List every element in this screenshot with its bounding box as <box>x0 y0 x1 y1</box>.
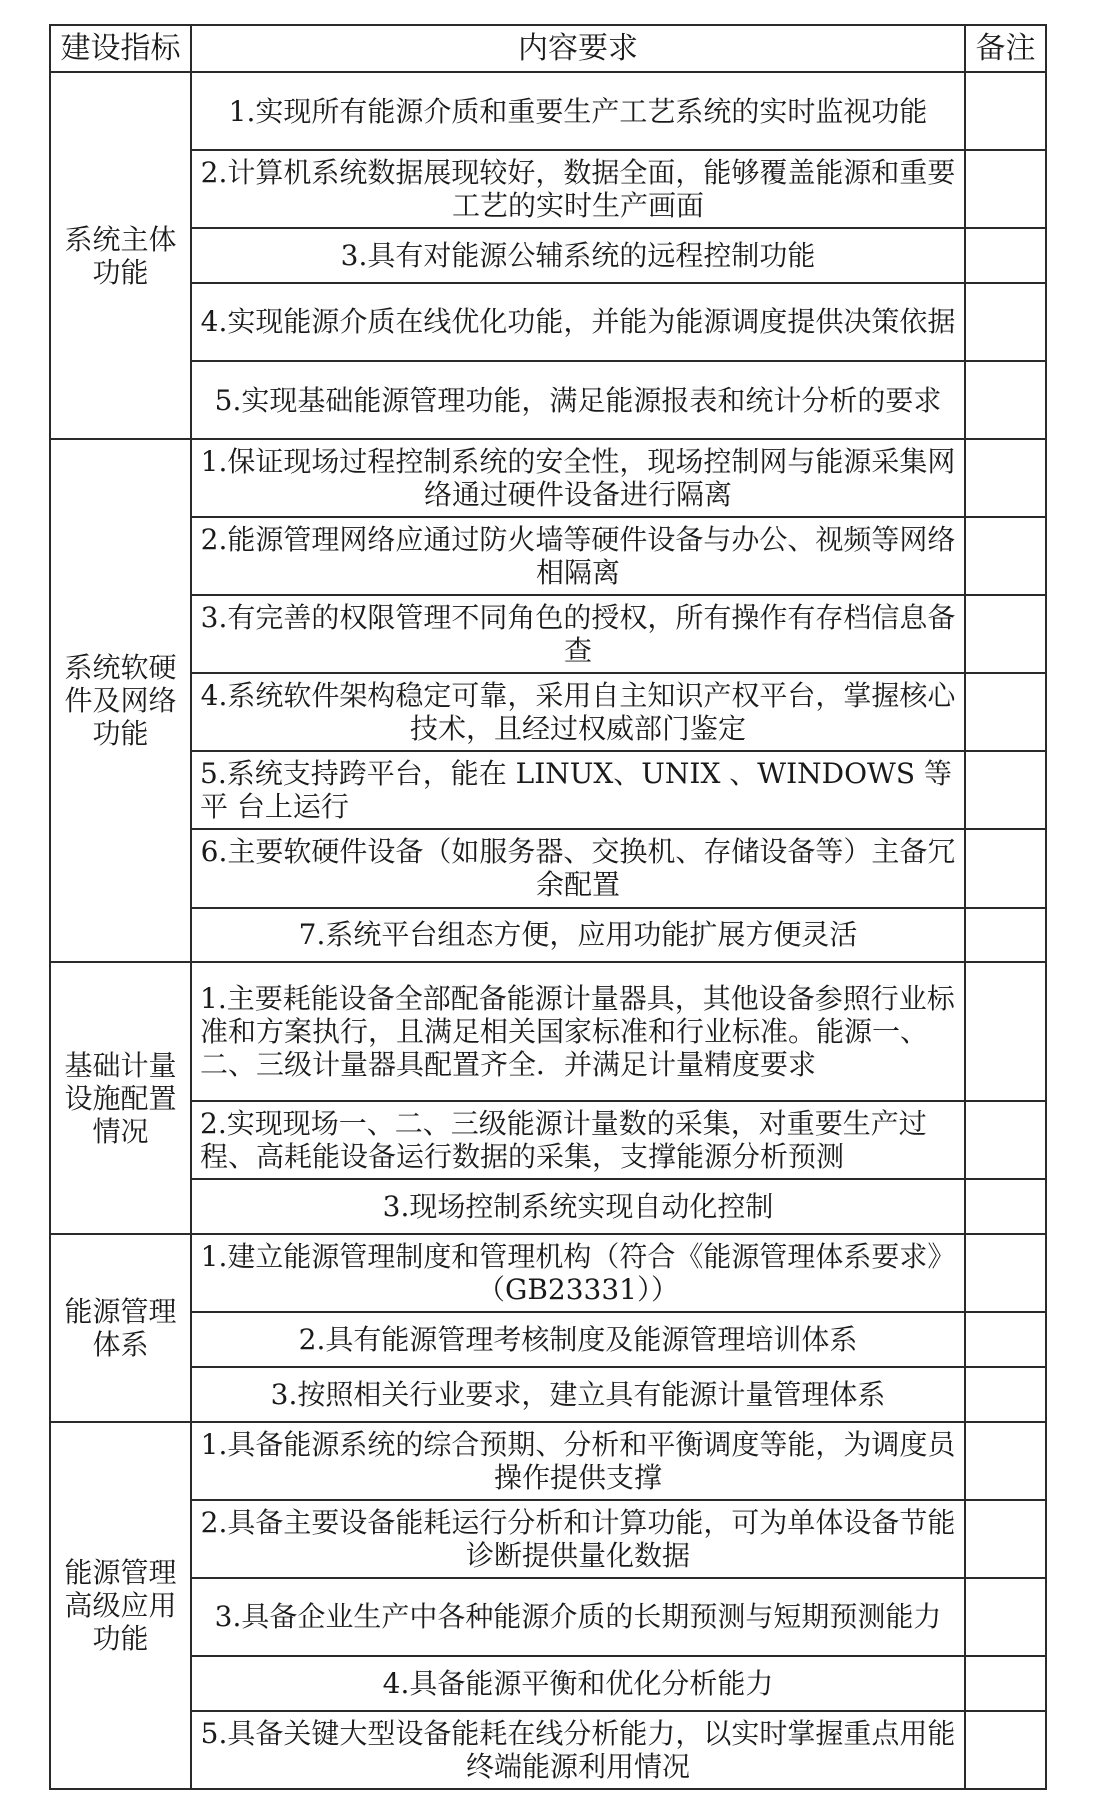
content-cell: 4.实现能源介质在线优化功能，并能为能源调度提供决策依据 <box>191 283 965 361</box>
remark-cell <box>965 1711 1046 1789</box>
remark-cell <box>965 1656 1046 1711</box>
table-row <box>50 1422 1046 1500</box>
table-row <box>50 673 1046 751</box>
table-row <box>50 439 1046 517</box>
content-cell: 1.实现所有能源介质和重要生产工艺系统的实时监视功能 <box>191 72 965 150</box>
remark-cell <box>965 1101 1046 1179</box>
category-cell: 系统主体功能 <box>50 72 191 439</box>
table-row <box>50 150 1046 228</box>
remark-cell <box>965 1312 1046 1367</box>
table-row <box>50 517 1046 595</box>
remark-cell <box>965 1422 1046 1500</box>
content-cell: 7.系统平台组态方便，应用功能扩展方便灵活 <box>191 908 965 963</box>
content-cell: 1.保证现场过程控制系统的安全性，现场控制网与能源采集网络通过硬件设备进行隔离 <box>191 439 965 517</box>
table-row <box>50 1101 1046 1179</box>
remark-cell <box>965 150 1046 228</box>
remark-cell <box>965 283 1046 361</box>
remark-cell <box>965 1179 1046 1234</box>
remark-cell <box>965 439 1046 517</box>
table-row <box>50 962 1046 1101</box>
header-row <box>50 25 1046 72</box>
remark-cell <box>965 595 1046 673</box>
content-cell: 2.具备主要设备能耗运行分析和计算功能，可为单体设备节能诊断提供量化数据 <box>191 1500 965 1578</box>
requirements-table <box>49 24 1047 1790</box>
remark-cell <box>965 361 1046 439</box>
content-cell: 2.具有能源管理考核制度及能源管理培训体系 <box>191 1312 965 1367</box>
header-indicator: 建设指标 <box>50 25 191 72</box>
content-cell: 2.能源管理网络应通过防火墙等硬件设备与办公、视频等网络相隔离 <box>191 517 965 595</box>
table-row <box>50 1367 1046 1422</box>
table-row <box>50 908 1046 963</box>
table-row <box>50 1312 1046 1367</box>
content-cell: 5.实现基础能源管理功能，满足能源报表和统计分析的要求 <box>191 361 965 439</box>
content-cell: 1.建立能源管理制度和管理机构（符合《能源管理体系要求》（GB23331）） <box>191 1234 965 1312</box>
content-cell: 2.计算机系统数据展现较好，数据全面，能够覆盖能源和重要工艺的实时生产画面 <box>191 150 965 228</box>
content-cell: 4.具备能源平衡和优化分析能力 <box>191 1656 965 1711</box>
table-row <box>50 1656 1046 1711</box>
content-cell: 6.主要软硬件设备（如服务器、交换机、存储设备等）主备冗余配置 <box>191 829 965 907</box>
remark-cell <box>965 1234 1046 1312</box>
category-cell: 系统软硬件及网络功能 <box>50 439 191 962</box>
remark-cell <box>965 72 1046 150</box>
remark-cell <box>965 751 1046 829</box>
header-content: 内容要求 <box>191 25 965 72</box>
content-cell: 5.具备关键大型设备能耗在线分析能力，以实时掌握重点用能终端能源利用情况 <box>191 1711 965 1789</box>
remark-cell <box>965 829 1046 907</box>
content-cell: 4.系统软件架构稳定可靠，采用自主知识产权平台，掌握核心技术，且经过权威部门鉴定 <box>191 673 965 751</box>
table-row <box>50 1578 1046 1656</box>
content-cell: 5.系统支持跨平台，能在 LINUX、UNIX 、WINDOWS 等平 台上运行 <box>191 751 965 829</box>
category-cell: 能源管理体系 <box>50 1234 191 1422</box>
table-row <box>50 751 1046 829</box>
content-cell: 3.有完善的权限管理不同角色的授权，所有操作有存档信息备查 <box>191 595 965 673</box>
remark-cell <box>965 1500 1046 1578</box>
table-row <box>50 228 1046 283</box>
remark-cell <box>965 1367 1046 1422</box>
table-row <box>50 829 1046 907</box>
table-row <box>50 595 1046 673</box>
table-row <box>50 1711 1046 1789</box>
table-row <box>50 361 1046 439</box>
remark-cell <box>965 908 1046 963</box>
content-cell: 3.具有对能源公辅系统的远程控制功能 <box>191 228 965 283</box>
content-cell: 3.具备企业生产中各种能源介质的长期预测与短期预测能力 <box>191 1578 965 1656</box>
table-row <box>50 1500 1046 1578</box>
remark-cell <box>965 673 1046 751</box>
content-cell: 1.主要耗能设备全部配备能源计量器具，其他设备参照行业标准和方案执行，且满足相关国家标准和行业标准。能源一、二、三级计量器具配置齐全．并满足计量精度要求 <box>191 962 965 1101</box>
table-row <box>50 72 1046 150</box>
table-row <box>50 283 1046 361</box>
remark-cell <box>965 962 1046 1101</box>
content-cell: 3.按照相关行业要求，建立具有能源计量管理体系 <box>191 1367 965 1422</box>
table-row <box>50 1234 1046 1312</box>
remark-cell <box>965 228 1046 283</box>
category-cell: 能源管理高级应用功能 <box>50 1422 191 1789</box>
content-cell: 3.现场控制系统实现自动化控制 <box>191 1179 965 1234</box>
category-cell: 基础计量设施配置情况 <box>50 962 191 1234</box>
table-row <box>50 1179 1046 1234</box>
content-cell: 2.实现现场一、二、三级能源计量数的采集，对重要生产过程、高耗能设备运行数据的采集，支撑能源分析预测 <box>191 1101 965 1179</box>
remark-cell <box>965 517 1046 595</box>
content-cell: 1.具备能源系统的综合预期、分析和平衡调度等能，为调度员操作提供支撑 <box>191 1422 965 1500</box>
remark-cell <box>965 1578 1046 1656</box>
header-remark: 备注 <box>965 25 1046 72</box>
